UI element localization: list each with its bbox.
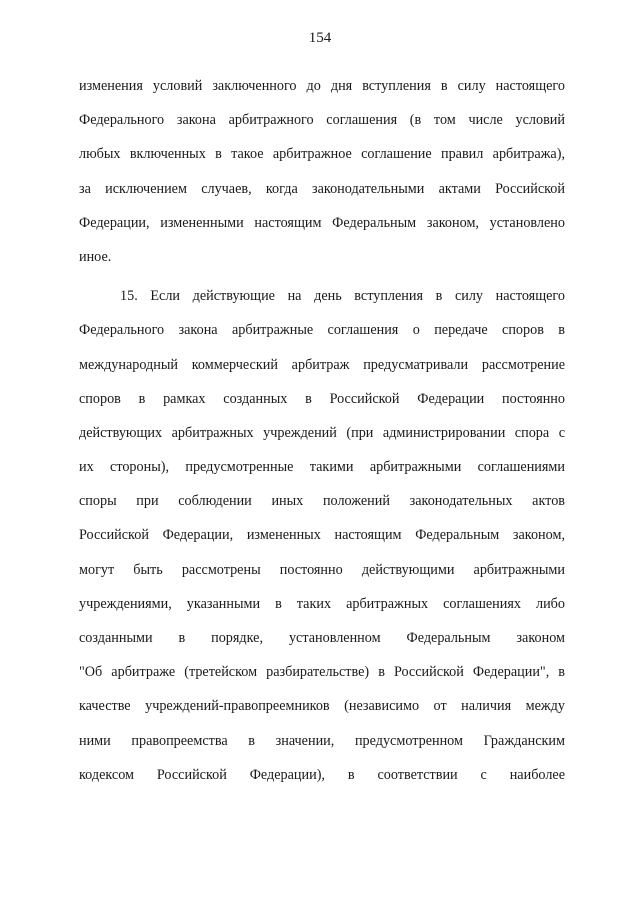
text-line: Российской Федерации, измененных настоящим Федеральным законом, [79, 527, 565, 544]
text-line: Федерации, измененными настоящим Федеральным законом, установлено [79, 214, 565, 231]
text-line: их стороны), предусмотренные такими арбитражными соглашениями [79, 459, 565, 476]
text-line: кодексом Российской Федерации), в соответствии с наиболее [79, 766, 565, 783]
text-line: учреждениями, указанными в таких арбитражных соглашениях либо [79, 595, 565, 612]
text-line: споры при соблюдении иных положений законодательных актов [79, 493, 565, 510]
text-line: ними правопреемства в значении, предусмотренном Гражданским [79, 732, 565, 749]
page-number: 154 [308, 30, 332, 46]
paragraph-item-15 [79, 279, 565, 792]
text-line: могут быть рассмотрены постоянно действующими арбитражными [79, 561, 565, 578]
text-line: споров в рамках созданных в Российской Федерации постоянно [79, 390, 565, 407]
text-line: действующих арбитражных учреждений (при администрировании спора с [79, 424, 565, 441]
text-line: качестве учреждений-правопреемников (независимо от наличия между [79, 698, 565, 715]
text-line: Федерального закона арбитражные соглашения о передаче споров в [79, 322, 565, 339]
text-line: любых включенных в такое арбитражное соглашение правил арбитража), [79, 146, 565, 163]
text-line: созданными в порядке, установленном Федеральным законом [79, 630, 565, 646]
text-line: "Об арбитраже (третейском разбирательстве) в Российской Федерации", в [79, 664, 565, 681]
text-line: изменения условий заключенного до дня вступления в силу настоящего [79, 78, 565, 94]
text-line: за исключением случаев, когда законодательными актами Российской [79, 180, 565, 197]
text-line: иное. [79, 248, 112, 265]
text-line: 15. Если действующие на день вступления в силу настоящего [120, 288, 565, 305]
paragraph-continuation [79, 69, 565, 274]
text-line: международный коммерческий арбитраж предусматривали рассмотрение [79, 356, 565, 373]
document-body [79, 69, 565, 792]
text-line: Федерального закона арбитражного соглашения (в том числе условий [79, 112, 565, 129]
